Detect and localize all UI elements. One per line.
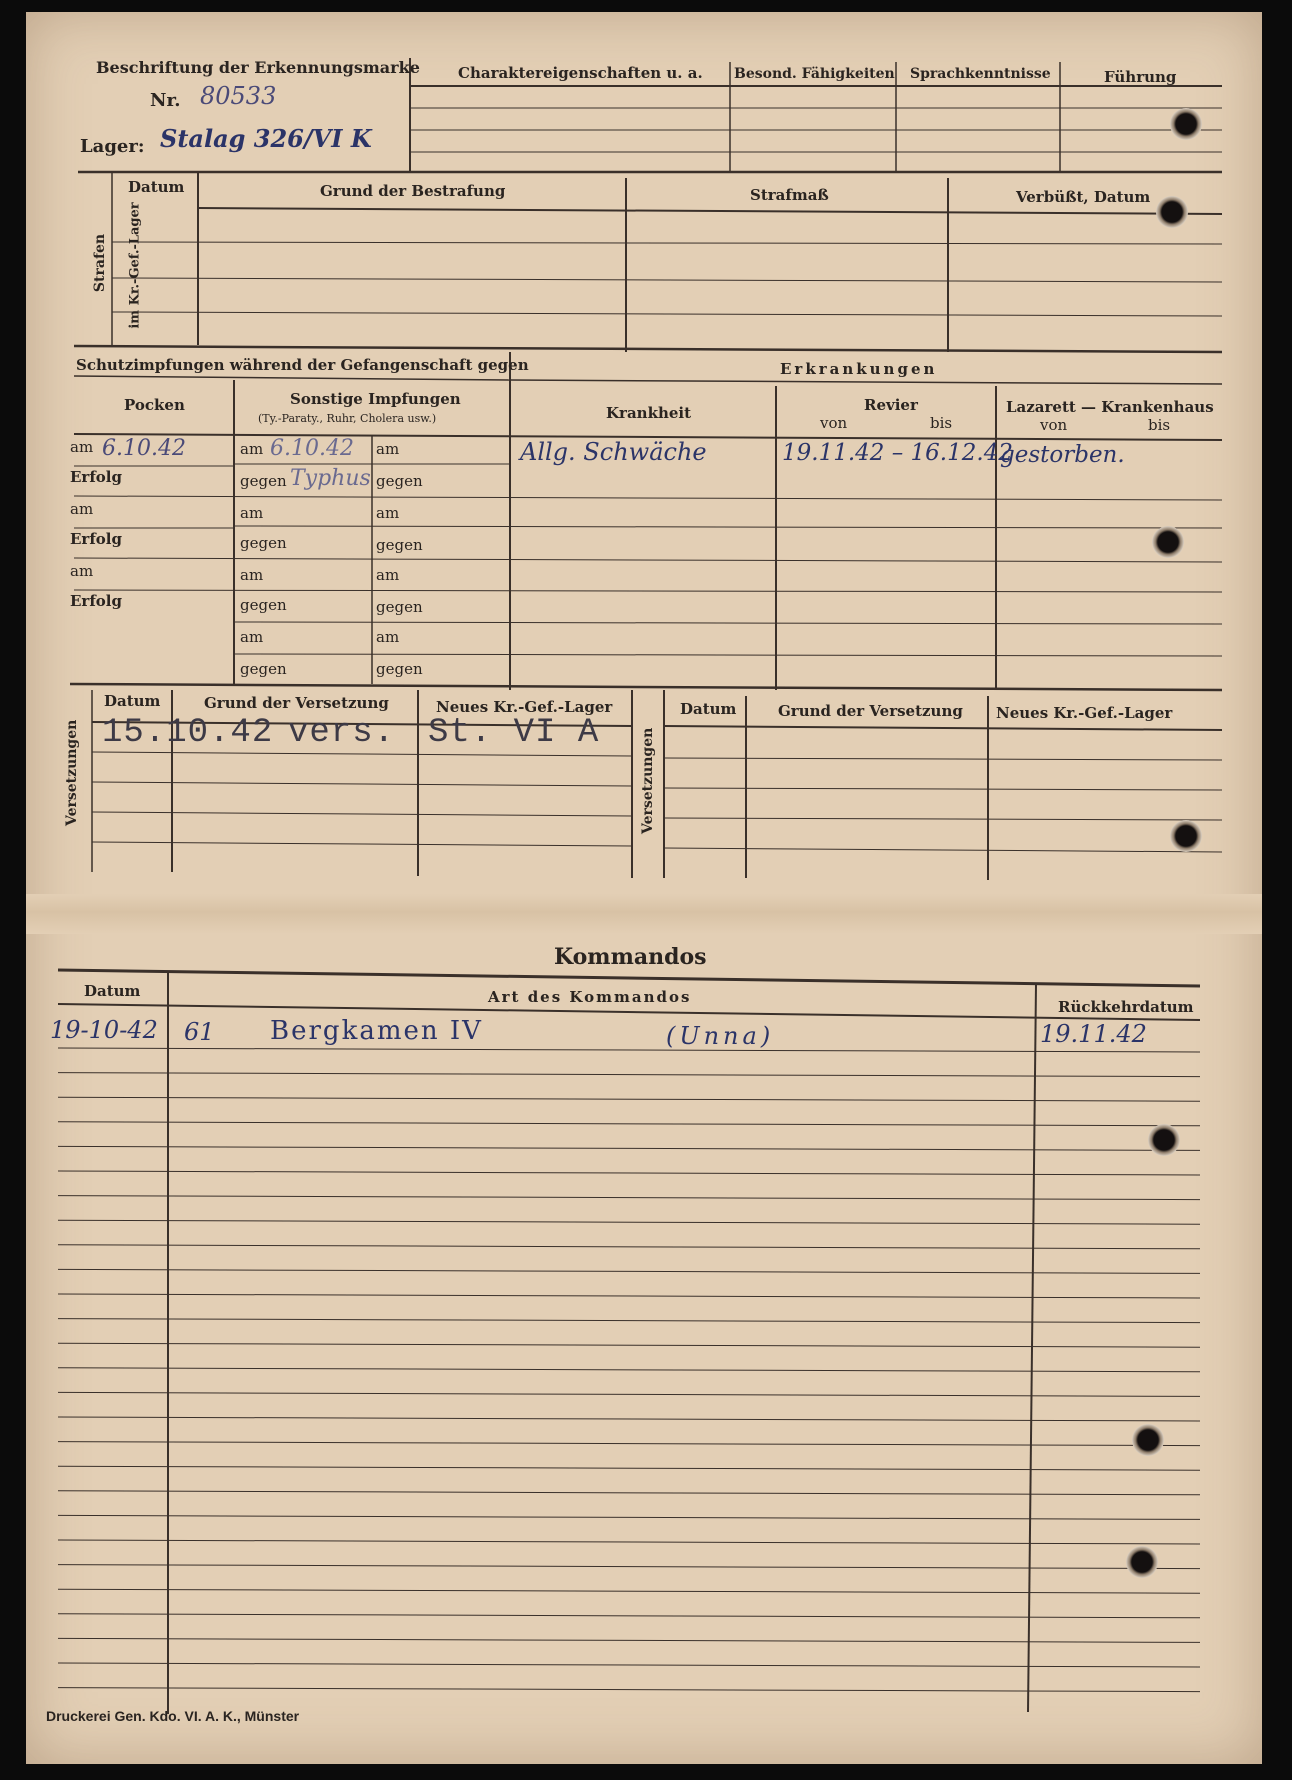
vers-row1-grund: vers. bbox=[288, 714, 396, 752]
printer-imprint: Druckerei Gen. Kdo. VI. A. K., Münster bbox=[46, 1708, 300, 1724]
strafen-side-label-1: Strafen bbox=[92, 233, 108, 293]
revier-bis: bis bbox=[930, 414, 953, 432]
sonst-am-3: am bbox=[240, 566, 264, 584]
vers-col-datum-left: Datum bbox=[104, 692, 161, 710]
revier-value: 19.11.42 – 16.12.42 bbox=[782, 440, 1013, 466]
sonst-gegen-4: gegen bbox=[240, 660, 287, 678]
pocken-am-3: am bbox=[70, 562, 94, 580]
pocken-erfolg-2: Erfolg bbox=[70, 530, 122, 548]
punch-hole bbox=[1148, 1124, 1180, 1156]
kdo-col-rueckkehr: Rückkehrdatum bbox=[1058, 998, 1194, 1016]
sonst-gegen-4b: gegen bbox=[376, 660, 423, 678]
revier-von: von bbox=[820, 414, 848, 432]
kdo-row1-datum: 19-10-42 bbox=[50, 1016, 158, 1044]
sonst-gegen-value: Typhus bbox=[290, 466, 371, 491]
kdo-row1-rueckkehr: 19.11.42 bbox=[1040, 1020, 1147, 1048]
nr-value: 80533 bbox=[200, 82, 277, 110]
kdo-col-datum: Datum bbox=[84, 982, 141, 1000]
lazarett-bis: bis bbox=[1148, 416, 1171, 434]
versetzungen-side-left: Versetzungen bbox=[64, 719, 80, 826]
pocken-erfolg-3: Erfolg bbox=[70, 592, 122, 610]
versetzungen-side-right: Versetzungen bbox=[640, 727, 656, 834]
lazarett-von: von bbox=[1040, 416, 1068, 434]
sonst-gegen-3b: gegen bbox=[376, 598, 423, 616]
punch-hole bbox=[1152, 526, 1184, 558]
lager-label: Lager: bbox=[80, 136, 145, 157]
kdo-row1-ort: (Unna) bbox=[666, 1022, 775, 1050]
kdo-col-art: Art des Kommandos bbox=[488, 988, 692, 1006]
punch-hole bbox=[1132, 1424, 1164, 1456]
col-sonstige-sub: (Ty.-Paraty., Ruhr, Cholera usw.) bbox=[258, 412, 437, 425]
pocken-am-2: am bbox=[70, 500, 94, 518]
punch-hole bbox=[1156, 196, 1188, 228]
col-krankheit: Krankheit bbox=[606, 404, 692, 422]
vers-row1-datum: 15.10.42 bbox=[102, 714, 274, 752]
kommandos-title: Kommandos bbox=[554, 944, 707, 970]
punch-hole bbox=[1126, 1546, 1158, 1578]
sonst-gegen-2: gegen bbox=[240, 534, 287, 552]
vers-col-lager-right: Neues Kr.-Gef.-Lager bbox=[996, 704, 1173, 722]
col-sprache: Sprachkenntnisse bbox=[910, 66, 1051, 82]
col-faehigkeiten: Besond. Fähigkeiten bbox=[734, 66, 895, 82]
sonst-am-1b: am bbox=[376, 440, 400, 458]
sonst-date-1: 6.10.42 bbox=[270, 436, 354, 461]
kdo-row1-art: Bergkamen IV bbox=[270, 1016, 483, 1046]
kdo-row1-nr: 61 bbox=[184, 1018, 215, 1046]
strafen-col-datum: Datum bbox=[128, 178, 185, 196]
pocken-am-1: am bbox=[70, 438, 94, 456]
tag-label: Beschriftung der Erkennungsmarke bbox=[96, 58, 420, 77]
punch-hole bbox=[1170, 820, 1202, 852]
col-revier: Revier bbox=[864, 396, 918, 414]
sonst-gegen-1b: gegen bbox=[376, 472, 423, 490]
sonst-am-1: am bbox=[240, 440, 264, 458]
vers-row1-lager: St. VI A bbox=[428, 714, 600, 752]
col-pocken: Pocken bbox=[124, 396, 185, 414]
sonst-am-3b: am bbox=[376, 566, 400, 584]
sonst-gegen-1: gegen bbox=[240, 472, 287, 490]
lazarett-value: gestorben. bbox=[1000, 442, 1125, 468]
sonst-am-4b: am bbox=[376, 628, 400, 646]
pocken-erfolg-1: Erfolg bbox=[70, 468, 122, 486]
col-lazarett: Lazarett — Krankenhaus bbox=[1006, 398, 1214, 416]
punch-hole bbox=[1170, 108, 1202, 140]
impfungen-title: Schutzimpfungen während der Gefangenschaft gegen bbox=[76, 356, 529, 374]
vers-col-grund-left: Grund der Versetzung bbox=[204, 694, 389, 712]
strafen-col-verbuesst: Verbüßt, Datum bbox=[1016, 188, 1151, 206]
vers-col-lager-left: Neues Kr.-Gef.-Lager bbox=[436, 698, 613, 716]
strafen-col-strafmass: Strafmaß bbox=[750, 186, 829, 204]
sonst-am-4: am bbox=[240, 628, 264, 646]
sonst-gegen-2b: gegen bbox=[376, 536, 423, 554]
sonst-gegen-3: gegen bbox=[240, 596, 287, 614]
vers-col-grund-right: Grund der Versetzung bbox=[778, 702, 963, 720]
lager-value: Stalag 326/VI K bbox=[160, 124, 372, 153]
col-sonstige: Sonstige Impfungen bbox=[290, 390, 461, 408]
sonst-am-2: am bbox=[240, 504, 264, 522]
col-fuehrung: Führung bbox=[1104, 68, 1177, 86]
sonst-am-2b: am bbox=[376, 504, 400, 522]
strafen-col-grund: Grund der Bestrafung bbox=[320, 182, 506, 200]
krankheit-value: Allg. Schwäche bbox=[520, 438, 707, 466]
nr-label: Nr. bbox=[150, 90, 181, 111]
vers-col-datum-right: Datum bbox=[680, 700, 737, 718]
pocken-date-1: 6.10.42 bbox=[102, 436, 186, 461]
erkrankungen-title: Erkrankungen bbox=[780, 360, 938, 378]
col-charakter: Charaktereigenschaften u. a. bbox=[458, 64, 703, 82]
strafen-side-label-2: im Kr.-Gef.-Lager bbox=[127, 202, 143, 329]
